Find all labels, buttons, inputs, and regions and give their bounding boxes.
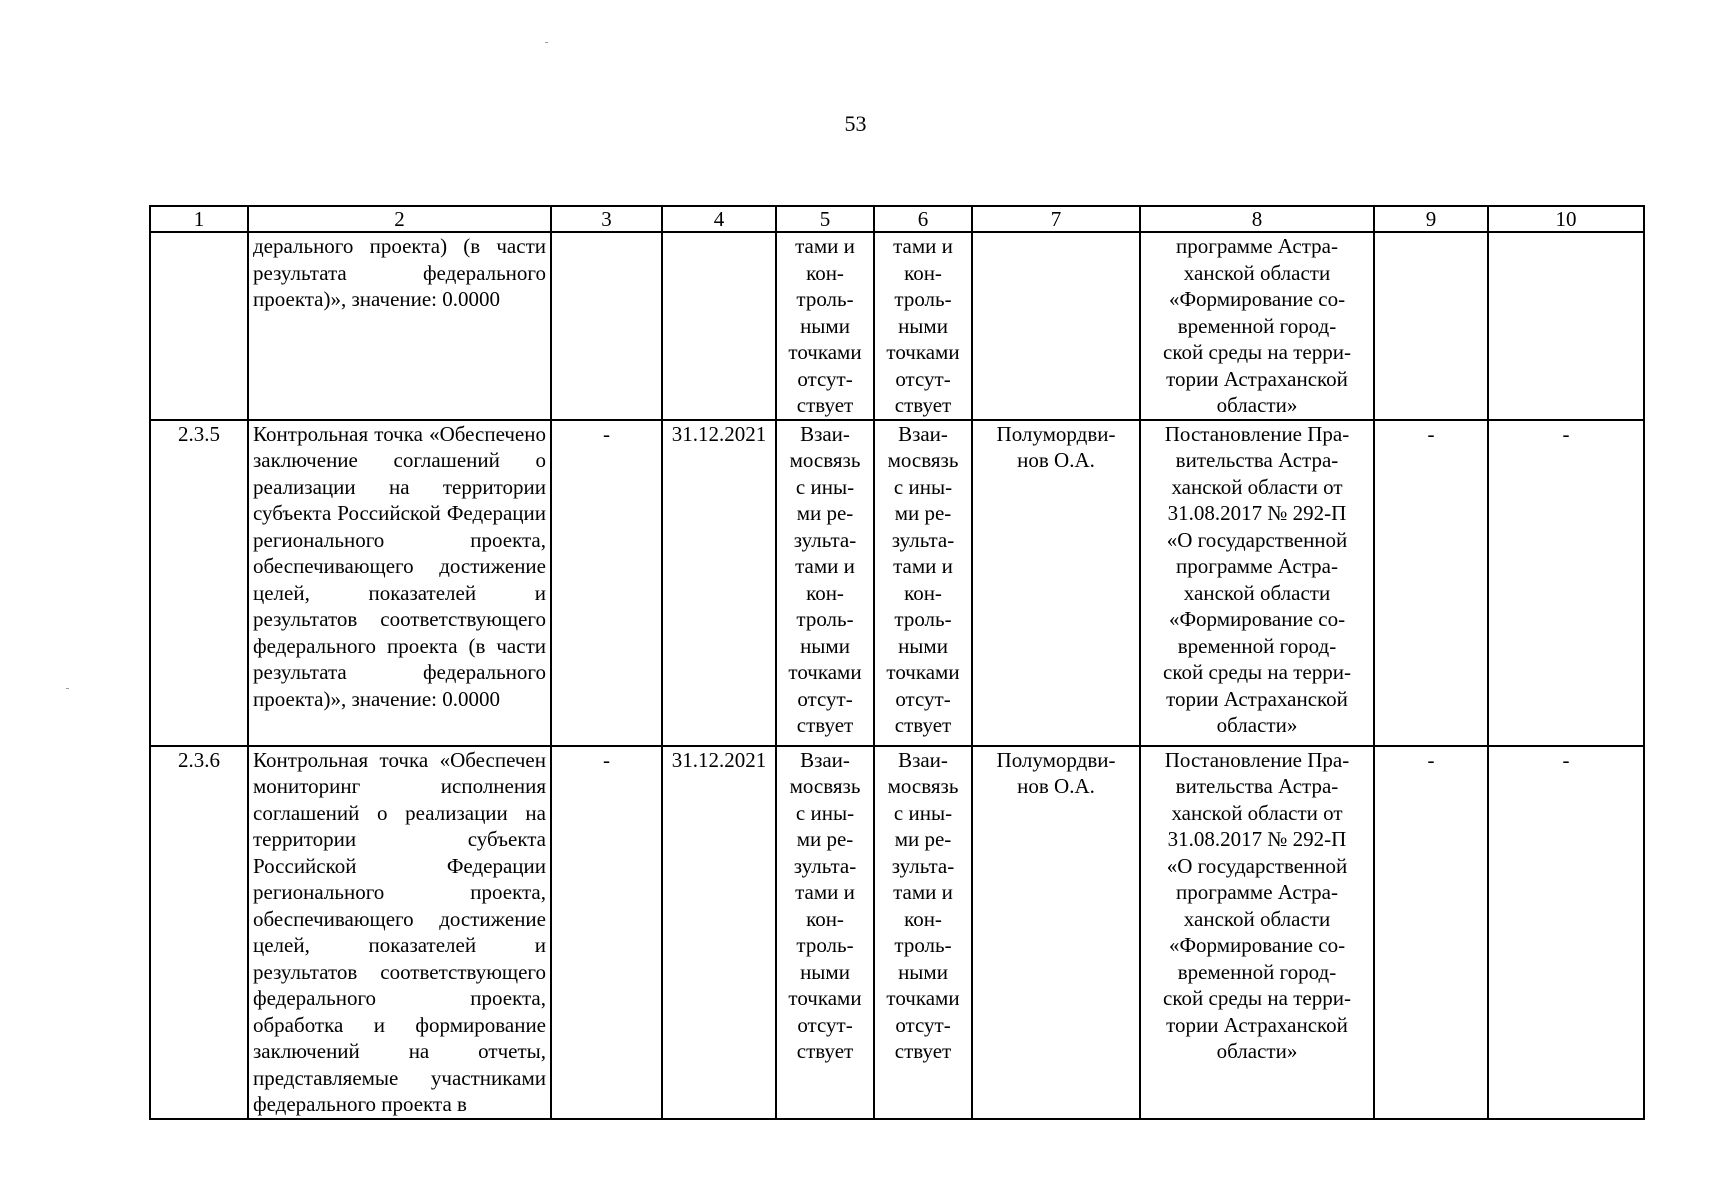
- table-row: [150, 420, 1644, 746]
- row-date: [662, 232, 776, 420]
- row-col9: -: [1374, 420, 1488, 746]
- header-cell: 2: [248, 206, 551, 232]
- row-col6: тами и кон- троль- ными точками отсут- ствует: [874, 232, 972, 420]
- row-col5: Взаи- мосвязь с ины- ми ре- зульта- тами и кон- троль- ными точками отсут- ствует: [776, 420, 874, 746]
- row-number: 2.3.6: [150, 746, 248, 1119]
- row-responsible: Полумордви- нов О.А.: [972, 420, 1140, 746]
- row-col9: [1374, 232, 1488, 420]
- row-col6: Взаи- мосвязь с ины- ми ре- зульта- тами и кон- троль- ными точками отсут- ствует: [874, 420, 972, 746]
- header-cell: 10: [1488, 206, 1644, 232]
- row-document: Постановление Пра- вительства Астра- ханской области от 31.08.2017 № 292-П «О государственной программе Астра- ханской области «Формирование со- временной город- ской среды на терри- тории Астраханской области»: [1140, 746, 1374, 1119]
- row-document: программе Астра- ханской области «Формирование со- временной город- ской среды на терри- тории Астраханской области»: [1140, 232, 1374, 420]
- row-description: дерального проекта) (в части результата федерального проекта)», значение: 0.0000: [248, 232, 551, 420]
- page-number: 53: [844, 111, 867, 136]
- header-cell: 5: [776, 206, 874, 232]
- header-cell: 7: [972, 206, 1140, 232]
- row-col3: [551, 232, 662, 420]
- row-description: Контрольная точка «Обеспечен мониторинг исполнения соглашений о реализации на территории субъекта Российской Федерации регионального проекта, обеспечивающего достижение целей, показателей и результатов соответствующего федерального проекта, обработка и формирование заключений на отчеты, представляемые участниками федерального проекта в: [248, 746, 551, 1119]
- header-cell: 4: [662, 206, 776, 232]
- table-row: [150, 232, 1644, 420]
- row-col3: -: [551, 746, 662, 1119]
- row-date: 31.12.2021: [662, 420, 776, 746]
- row-col6: Взаи- мосвязь с ины- ми ре- зульта- тами и кон- троль- ными точками отсут- ствует: [874, 746, 972, 1119]
- row-col5: Взаи- мосвязь с ины- ми ре- зульта- тами и кон- троль- ными точками отсут- ствует: [776, 746, 874, 1119]
- row-col3: -: [551, 420, 662, 746]
- header-cell: 9: [1374, 206, 1488, 232]
- header-row: [150, 206, 1644, 232]
- row-responsible: [972, 232, 1140, 420]
- row-date: 31.12.2021: [662, 746, 776, 1119]
- scan-artifact: [545, 42, 548, 43]
- row-col10: -: [1488, 420, 1644, 746]
- row-responsible: Полумордви- нов О.А.: [972, 746, 1140, 1119]
- header-cell: 1: [150, 206, 248, 232]
- plan-table: [149, 205, 1645, 1120]
- header-cell: 8: [1140, 206, 1374, 232]
- row-number: [150, 232, 248, 420]
- row-col10: [1488, 232, 1644, 420]
- scan-artifact: [66, 688, 69, 689]
- row-number: 2.3.5: [150, 420, 248, 746]
- row-document: Постановление Пра- вительства Астра- ханской области от 31.08.2017 № 292-П «О государственной программе Астра- ханской области «Формирование со- временной город- ской среды на терри- тории Астраханской области»: [1140, 420, 1374, 746]
- row-col9: -: [1374, 746, 1488, 1119]
- table-row: [150, 746, 1644, 1119]
- header-cell: 6: [874, 206, 972, 232]
- row-col10: -: [1488, 746, 1644, 1119]
- row-description: Контрольная точка «Обеспечено заключение соглашений о реализации на территории субъекта Российской Федерации регионального проекта, обеспечивающего достижение целей, показателей и результатов соответствующего федерального проекта (в части результата федерального проекта)», значение: 0.0000: [248, 420, 551, 746]
- row-col5: тами и кон- троль- ными точками отсут- ствует: [776, 232, 874, 420]
- header-cell: 3: [551, 206, 662, 232]
